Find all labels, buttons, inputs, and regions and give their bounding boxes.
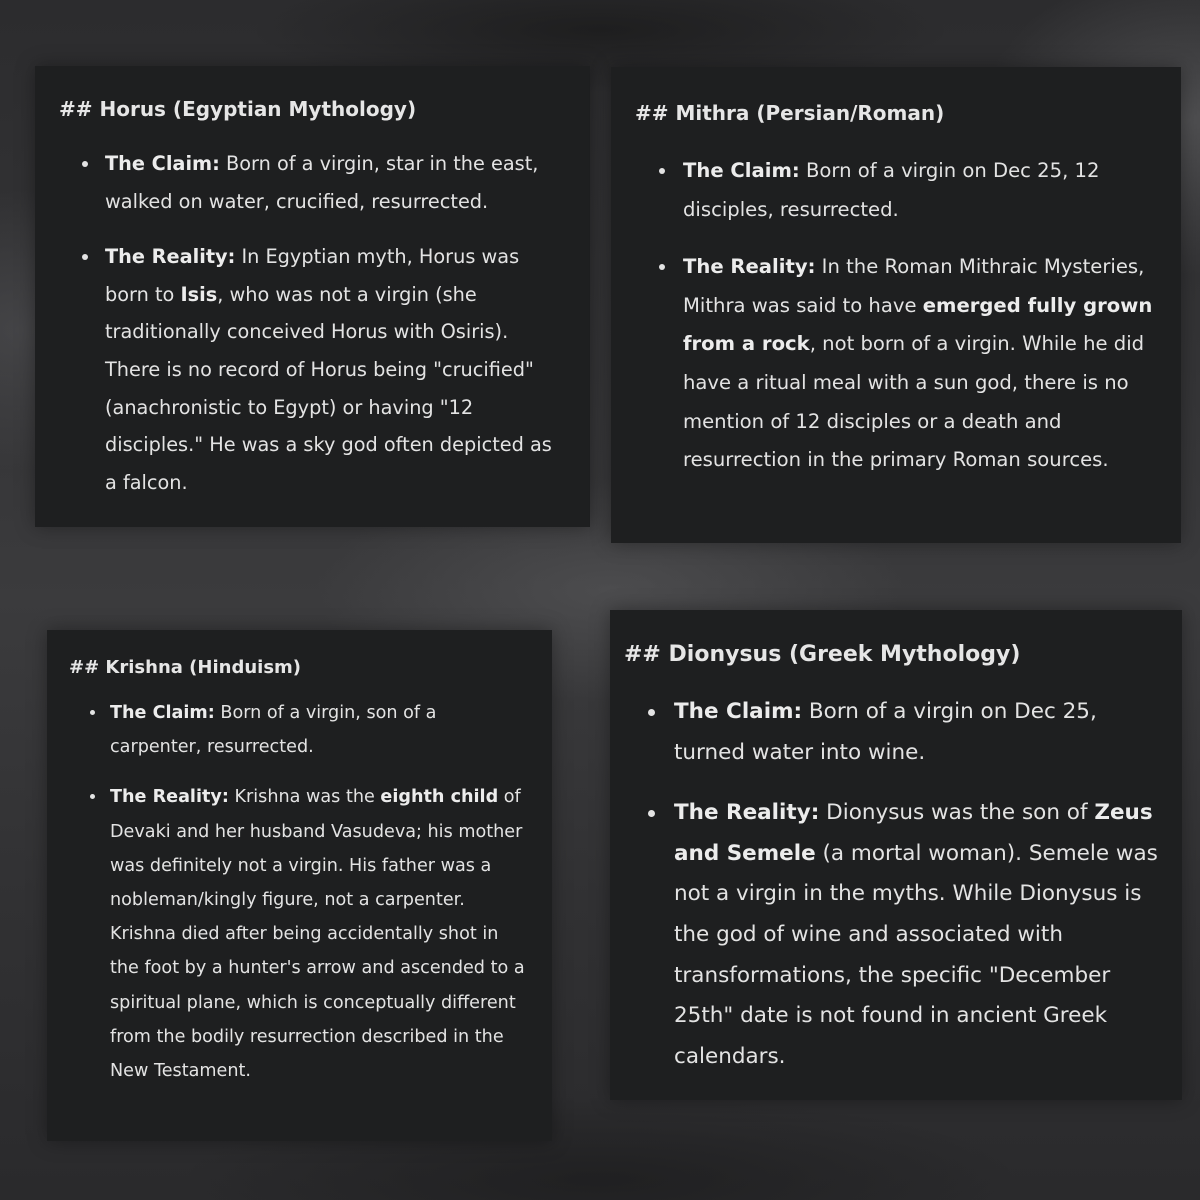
card-heading: ## Krishna (Hinduism) [69,657,302,678]
reality-text: In the Roman Mithraic Mysteries, Mithra was said to have [683,255,1145,317]
card-heading: ## Horus (Egyptian Mythology) [59,97,417,121]
claim-text: Born of a virgin, son of a carpenter, resurrected. [110,703,437,758]
reality-label: The Reality: [110,787,229,808]
claim-item [674,692,1170,773]
reality-item [674,793,1170,1077]
horus-card [35,66,590,527]
card-heading: ## Mithra (Persian/Roman) [635,101,945,125]
reality-text: In Egyptian myth, Horus was born to [105,245,520,306]
reality-text: , not born of a virgin. While he did have a ritual meal with a sun god, there is no mention of 12 disciples or a death and resurrection in the primary Roman sources. [683,332,1145,472]
reality-text: Krishna was the [228,787,381,808]
krishna-card [47,630,552,1141]
claim-item [105,145,568,220]
reality-text: , who was not a virgin (she traditionally conceived Horus with Osiris). There is no record of Horus being "crucified" (anachronistic to Egypt) or having "12 disciples." He was a sky god often depicted as a falcon. [105,282,552,494]
reality-emphasis: eighth child [380,787,499,808]
reality-item [683,248,1161,480]
reality-label: The Reality: [674,800,820,826]
claim-item [683,152,1161,229]
reality-emphasis: Zeus and Semele [674,800,1153,866]
reality-item [110,780,532,1088]
reality-label: The Reality: [105,245,236,269]
bullet-list [624,692,1170,1077]
claim-item [110,696,532,764]
bullet-list [59,145,568,501]
reality-emphasis: Isis [180,282,218,306]
claim-label: The Claim: [674,699,803,724]
reality-emphasis: emerged fully grown from a rock [683,293,1153,356]
bullet-list [635,152,1161,480]
reality-text: (a mortal woman). Semele was not a virgin in the myths. While Dionysus is the god of wine and associated with transformations, the specific "December 25th" date is not found in ancient Greek calendars. [674,840,1158,1069]
card-heading: ## Dionysus (Greek Mythology) [624,642,1021,667]
claim-label: The Claim: [105,152,220,175]
mithra-card [611,67,1181,543]
reality-text: Dionysus was the son of [819,800,1095,826]
reality-label: The Reality: [683,255,816,279]
reality-text: of Devaki and her husband Vasudeva; his mother was definitely not a virgin. His father was a nobleman/kingly figure, not a carpenter. Krishna died after being accidentally shot in the foot by a hunter's arrow and ascended to a spiritual plane, which is conceptually different from the bodily resurrection described in the New Testament. [110,787,525,1082]
dionysus-card [610,610,1182,1100]
claim-text: Born of a virgin on Dec 25, 12 disciples, resurrected. [683,159,1100,221]
claim-text: Born of a virgin on Dec 25, turned water into wine. [674,699,1097,765]
bullet-list [69,696,532,1088]
reality-item [105,238,568,501]
claim-text: Born of a virgin, star in the east, walked on water, crucified, resurrected. [105,152,539,213]
claim-label: The Claim: [683,159,800,182]
claim-label: The Claim: [110,703,215,723]
